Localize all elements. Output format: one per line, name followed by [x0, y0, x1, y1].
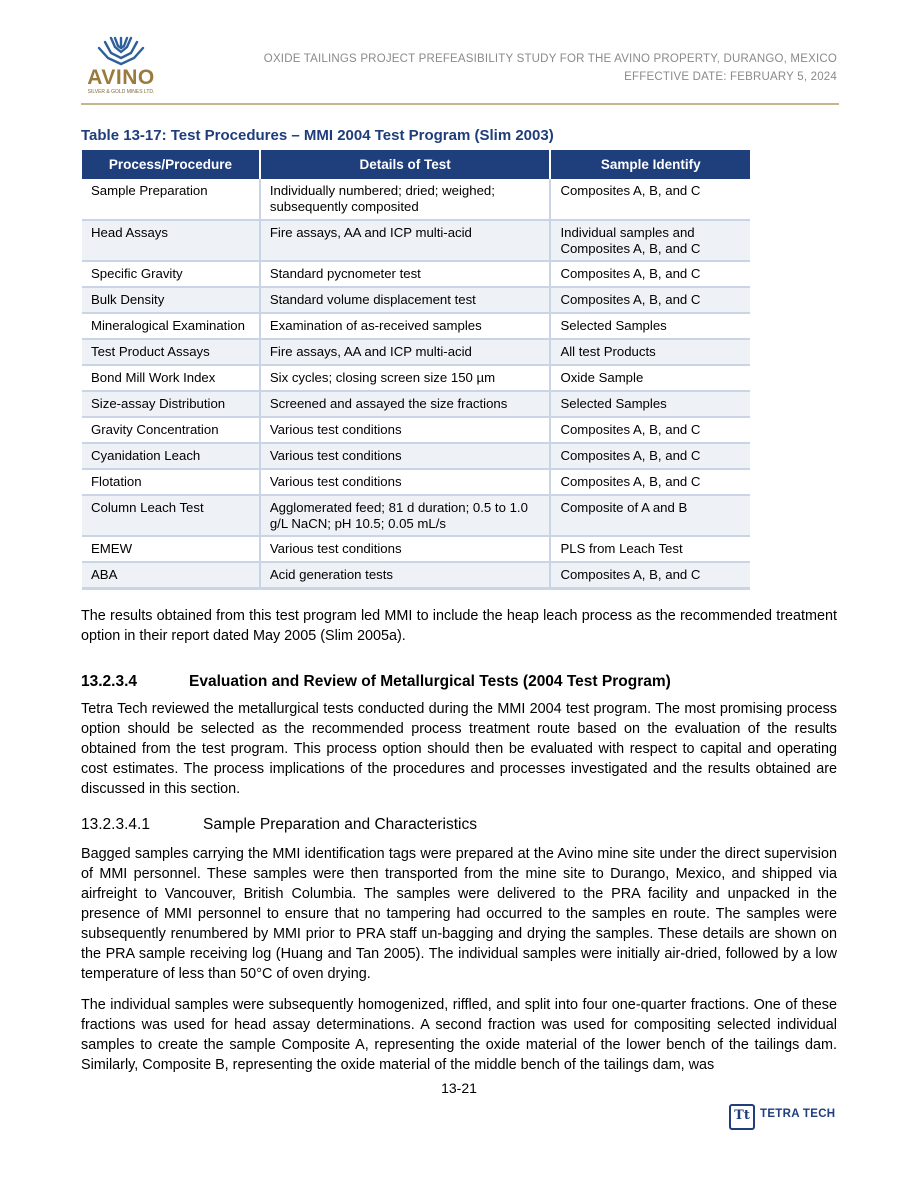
table-row: [82, 339, 750, 365]
table-cell: EMEW: [82, 536, 260, 562]
table-cell: Fire assays, AA and ICP multi-acid: [260, 339, 551, 365]
table-cell: Standard pycnometer test: [260, 261, 551, 287]
table-row: [82, 365, 750, 391]
section-title: Evaluation and Review of Metallurgical Tests (2004 Test Program): [189, 673, 671, 690]
avino-logo-mark-icon: [84, 36, 158, 68]
table-cell: Composites A, B, and C: [550, 179, 750, 220]
table-cell: Oxide Sample: [550, 365, 750, 391]
column-header: Process/Procedure: [82, 150, 260, 179]
table-row: [82, 443, 750, 469]
table-cell: Various test conditions: [260, 417, 551, 443]
table-cell: Various test conditions: [260, 443, 551, 469]
logo-wordmark: AVINO: [87, 66, 155, 89]
table-cell: Mineralogical Examination: [82, 313, 260, 339]
subsection-heading: [81, 816, 477, 834]
table-cell: Selected Samples: [550, 313, 750, 339]
table-cell: Gravity Concentration: [82, 417, 260, 443]
table-cell: Six cycles; closing screen size 150 µm: [260, 365, 551, 391]
table-row: [82, 417, 750, 443]
table-cell: Various test conditions: [260, 469, 551, 495]
subsection-number: 13.2.3.4.1: [81, 816, 150, 833]
table-cell: Specific Gravity: [82, 261, 260, 287]
table-cell: Composites A, B, and C: [550, 261, 750, 287]
tetra-tech-mark-icon: Tt: [729, 1104, 755, 1130]
table-cell: Cyanidation Leach: [82, 443, 260, 469]
test-procedures-table: [82, 150, 750, 590]
table-cell: Various test conditions: [260, 536, 551, 562]
tetra-tech-logo: [729, 1104, 839, 1132]
table-cell: ABA: [82, 562, 260, 588]
table-cell: Size-assay Distribution: [82, 391, 260, 417]
table-row: [82, 179, 750, 220]
table-caption: Table 13-17: Test Procedures – MMI 2004 Test Program (Slim 2003): [81, 127, 554, 144]
table-cell: Composite of A and B: [550, 495, 750, 536]
table-cell: PLS from Leach Test: [550, 536, 750, 562]
table-row: [82, 536, 750, 562]
avino-logo: [84, 36, 158, 98]
logo-subtext: SILVER & GOLD MINES LTD.: [87, 89, 155, 95]
table-row: [82, 287, 750, 313]
table-cell: Head Assays: [82, 220, 260, 261]
section-number: 13.2.3.4: [81, 673, 138, 690]
header-divider: [81, 103, 839, 105]
table-cell: Bulk Density: [82, 287, 260, 313]
table-cell: Composites A, B, and C: [550, 562, 750, 588]
table-cell: Standard volume displacement test: [260, 287, 551, 313]
table-cell: Composites A, B, and C: [550, 469, 750, 495]
table-row: [82, 220, 750, 261]
column-header: Details of Test: [260, 150, 551, 179]
header-effective-date: EFFECTIVE DATE: FEBRUARY 5, 2024: [624, 71, 837, 83]
table-cell: Test Product Assays: [82, 339, 260, 365]
table-row: [82, 495, 750, 536]
table-cell: Bond Mill Work Index: [82, 365, 260, 391]
table-row: [82, 562, 750, 588]
tetra-tech-wordmark: TETRA TECH: [760, 1108, 836, 1120]
page-number: 13-21: [441, 1080, 477, 1096]
table-cell: Fire assays, AA and ICP multi-acid: [260, 220, 551, 261]
table-cell: All test Products: [550, 339, 750, 365]
section-heading: [81, 673, 671, 691]
table-cell: Sample Preparation: [82, 179, 260, 220]
table-cell: Agglomerated feed; 81 d duration; 0.5 to 1.0 g/L NaCN; pH 10.5; 0.05 mL/s: [260, 495, 551, 536]
table-row: [82, 469, 750, 495]
table-cell: Acid generation tests: [260, 562, 551, 588]
table-header-row: [82, 150, 750, 179]
table-cell: Individual samples and Composites A, B, and C: [550, 220, 750, 261]
table-row: [82, 313, 750, 339]
paragraph: The results obtained from this test program led MMI to include the heap leach process as the recommended treatment option in their report dated May 2005 (Slim 2005a).: [81, 608, 837, 644]
subsection-title: Sample Preparation and Characteristics: [203, 816, 477, 833]
table-cell: Individually numbered; dried; weighed; subsequently composited: [260, 179, 551, 220]
table-cell: Composites A, B, and C: [550, 417, 750, 443]
table-cell: Screened and assayed the size fractions: [260, 391, 551, 417]
table-row: [82, 261, 750, 287]
table-row: [82, 391, 750, 417]
table-cell: Composites A, B, and C: [550, 287, 750, 313]
paragraph: Tetra Tech reviewed the metallurgical tests conducted during the MMI 2004 test program. The most promising process option should be selected as the recommended process treatment route based on the evaluation of the results obtained from the test program. This process option should then be evaluated with respect to capital and operating cost estimates. The process implications of the procedures and processes investigated and the results obtained are discussed in this section.: [81, 701, 837, 797]
table-cell: Examination of as-received samples: [260, 313, 551, 339]
table-cell: Selected Samples: [550, 391, 750, 417]
table-cell: Flotation: [82, 469, 260, 495]
column-header: Sample Identify: [550, 150, 750, 179]
table-cell: Column Leach Test: [82, 495, 260, 536]
paragraph: The individual samples were subsequently homogenized, riffled, and split into four one-quarter fractions. One of these fractions was used for head assay determinations. A second fraction was used for compositing selected individual samples to create the sample Composite A, representing the oxide material of the lower bench of the tailings dam. Similarly, Composite B, representing the oxide material of the middle bench of the tailings dam, was: [81, 997, 837, 1073]
table-cell: Composites A, B, and C: [550, 443, 750, 469]
paragraph: Bagged samples carrying the MMI identification tags were prepared at the Avino mine site under the direct supervision of MMI personnel. These samples were then transported from the mine site to Durango, Mexico, and shipped via airfreight to Vancouver, British Columbia. The samples were delivered to the PRA facility and unpacked in the presence of MMI personnel to ensure that no tampering had occurred to the samples en route. The samples were subsequently renumbered by MMI prior to PRA staff un-bagging and drying the samples. These details are shown on the PRA sample receiving log (Huang and Tan 2005). The individual samples were initially air-dried, followed by a low temperature of less than 50°C of oven drying.: [81, 846, 837, 982]
header-title: OXIDE TAILINGS PROJECT PREFEASIBILITY STUDY FOR THE AVINO PROPERTY, DURANGO, MEXICO: [263, 53, 837, 65]
